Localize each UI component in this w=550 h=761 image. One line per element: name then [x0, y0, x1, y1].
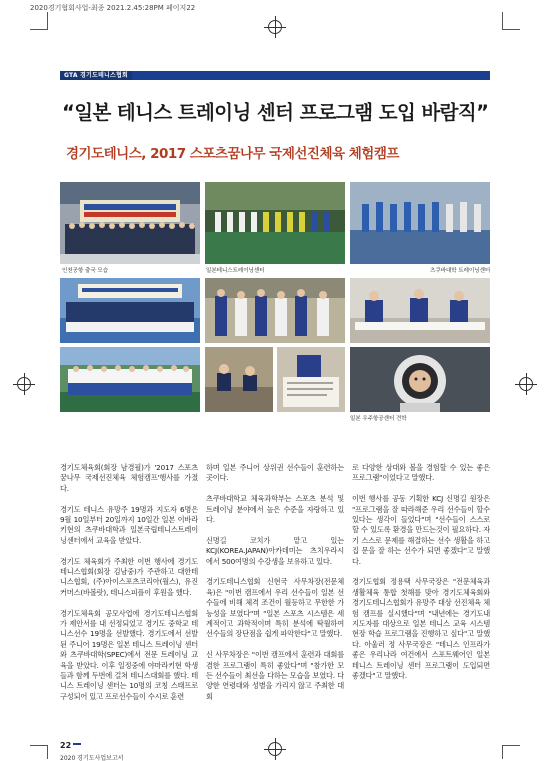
crop-mark: [502, 29, 520, 30]
article-column-2: [206, 463, 344, 713]
page-footer: [60, 733, 124, 761]
photo-caption: 츠쿠바대학 트레이닝센터: [430, 268, 491, 274]
paragraph: 경기도체육회 공모사업에 경기도테니스협회가 제안서를 내 선정되었고 경기도 중학교 테니스선수 19명을 선발했다. 경기도에서 선발된 주니어 19명은 일본 테니스 트레이닝 센터와 츠쿠바대학(SPEC)에서 전문 트레이닝 교육을 받았다. 이후 일정중에 야마라키현 학생들과 함께 두번에 걸쳐 테니스대회를 했다. 테니스 트레이닝 센터는 10명의 코칭 스태프로 구성되어 있고 프로선수들이 수시로 훈련: [60, 608, 198, 701]
photo-airport-group: [60, 182, 200, 264]
paragraph: 경기도체육회(회장 남경필)가 '2017 스포츠꿈나무 국제선진체육 체험캠프'행사를 가졌다.: [60, 463, 198, 493]
page-number: 22: [60, 741, 72, 750]
registration-mark-icon: [17, 377, 31, 391]
photo-tsukuba-center: [350, 182, 490, 264]
paragraph: 츠쿠바대학교 체육과학부는 스포츠 분석 및 트레이닝 분야에서 높은 수준을 자랑하고 있다.: [206, 494, 344, 525]
crop-mark: [30, 29, 48, 30]
photo-training-center: [205, 182, 345, 264]
crop-mark: [502, 745, 520, 746]
photo-exercise: [205, 347, 273, 412]
crop-mark: [30, 745, 48, 746]
registration-mark-icon: [268, 20, 282, 34]
paragraph: 신 사무차장은 "이번 캠프에서 훈련과 대회를 겸한 프로그램이 특히 좋았다"며 "참가한 모든 선수들이 최선을 다하는 모습을 보였다. 다양한 연령대와 성별을 가리지 않고 주최한 대회: [206, 650, 344, 701]
photo-classroom: [350, 278, 490, 343]
print-slug: 2020경기협회사업-최종 2021.2.45:28PM 페이지22: [30, 4, 196, 12]
paragraph: 경기도 체육회가 주최한 이번 행사에 경기도테니스협회(회장 김남중)가 주관하고 대한테니스협회, (주)아이스포츠코리아(월스), 유진커머스(바볼랏), 테니스피플이 후원을 했다.: [60, 556, 198, 597]
crop-mark: [47, 12, 48, 30]
photo-caption: 인천공항 출국 모습: [62, 268, 109, 274]
paragraph: 경기도테니스협회 신현국 사무차장(전문체육)은 "이번 캠프에서 우리 선수들이 일본 선수들에 비해 체격 조건이 월등하고 무한한 가능성을 보였다"며 "일본 스포츠 시스템은 세계적이고 과학적이며 특히 분석에 탁월하여 선수들의 장단점을 쉽게 파악한다"고 말했다.: [206, 577, 344, 639]
photo-banner-group: [60, 278, 200, 343]
article-column-3: [352, 463, 490, 692]
registration-mark-icon: [519, 377, 533, 391]
subheadline: 경기도테니스, 2017 스포츠꿈나무 국제선진체육 체험캠프: [66, 146, 399, 162]
photo-writing: [277, 347, 345, 412]
photo-space-center: [350, 347, 490, 412]
paragraph: 경기도협회 정용택 사무국장은 "전문체육과 생활체육 통합 첫해를 맞아 경기도체육회와 경기도테니스협회가 유망주 대상 선진체육 체험 캠프를 실시했다"며 "내년에는 경기도내 지도자를 대상으로 일본 테니스 교육 시스템 현장 학습 프로그램을 진행하고 싶다"고 말했다. 아울러 정 사무국장은 "테니스 인프라가 좋은 우리나라 여건에서 스포트웨어인 일본 테니스 트레이닝 센터 프로그램이 도입되면 좋겠다"고 말했다.: [352, 577, 490, 681]
paragraph: 로 다양한 상대와 볼을 경험할 수 있는 좋은 프로그램"이었다고 말했다.: [352, 463, 490, 483]
crop-mark: [502, 745, 503, 759]
crop-mark: [47, 745, 48, 759]
photo-caption: 일본 우주항공센터 견학: [350, 416, 407, 422]
photo-team-court: [60, 347, 200, 412]
brand-bar: [60, 71, 490, 80]
paragraph: 신명길 코치가 맡고 있는 KCJ(KOREA.JAPAN)아카데미는 츠치우라시에서 500여명의 수강생을 보유하고 있다.: [206, 535, 344, 566]
registration-mark-icon: [268, 742, 282, 756]
paragraph: 경기도 테니스 유망주 19명과 지도자 6명은 9월 10일부터 20일까지 10일간 일본 이바라키현의 츠쿠바대학과 일본국립테니스트레이닝센터에서 교육을 받았다.: [60, 504, 198, 545]
headline: “일본 테니스 트레이닝 센터 프로그램 도입 바람직”: [62, 101, 489, 124]
paragraph: 이번 행사를 공동 기획한 KCJ 신명길 원장은 "프로그램을 잘 따라해준 우리 선수들이 할수 있다는 생각이 들었다"며 "선수들이 스스로 할 수 있도록 환경을 만드는것이 필요하다. 자기 스스로 문제를 해결하는 선수 생활을 하고 집 문을 잘 하는 선수가 되면 좋겠다"고 말했다.: [352, 494, 490, 566]
brand-logo: GTA 경기도테니스협회: [60, 71, 132, 80]
footer-accent-icon: [73, 743, 81, 745]
article-column-1: [60, 463, 198, 713]
crop-mark: [502, 12, 503, 30]
paragraph: 하며 일본 주니어 상위권 선수들이 훈련하는 곳이다.: [206, 463, 344, 483]
photo-players-outdoor: [205, 278, 345, 343]
publication-name: 2020 경기도사업보고서: [60, 755, 124, 761]
photo-caption: 일본테니스트레이닝센터: [206, 268, 265, 274]
